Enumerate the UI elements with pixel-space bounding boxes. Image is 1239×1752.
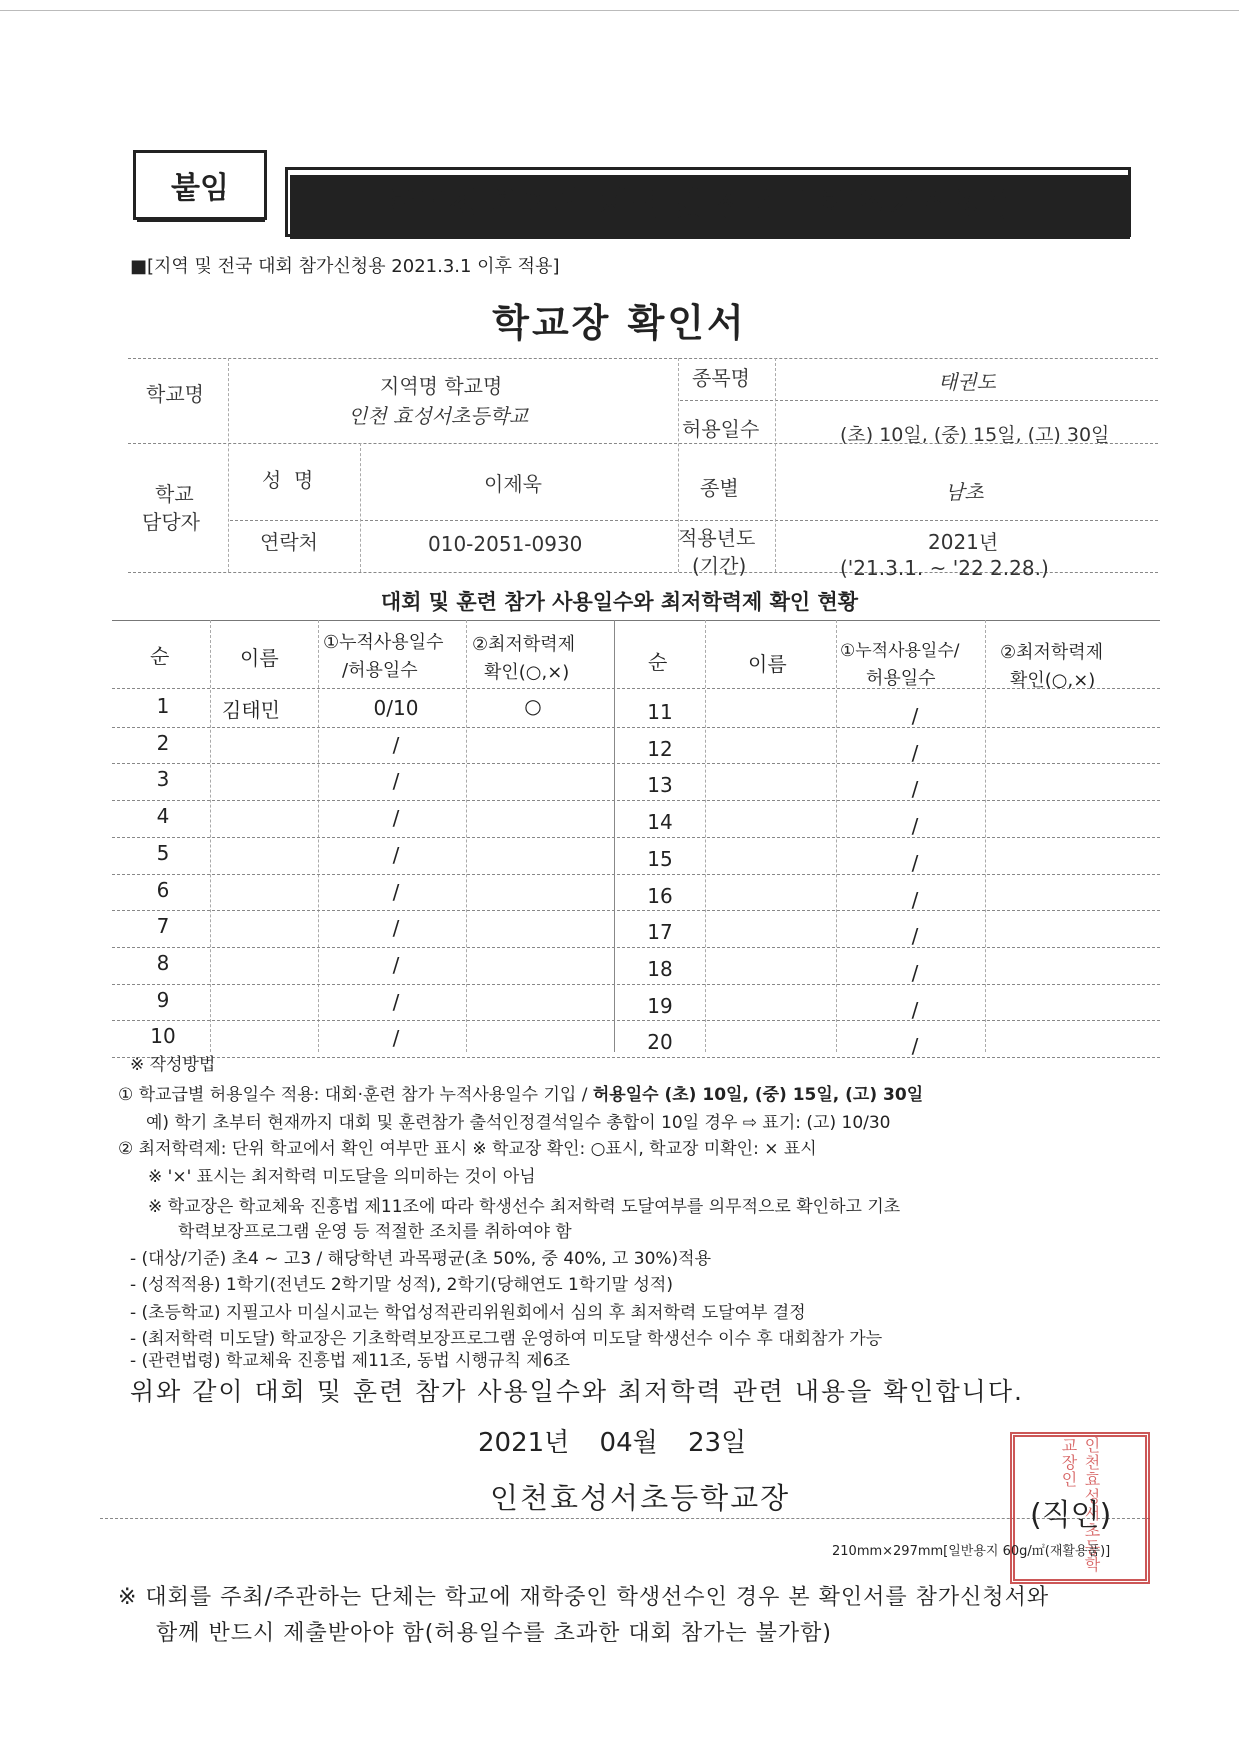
row-no-left: 1	[156, 694, 170, 718]
note-3: ② 최저학력제: 단위 학교에서 확인 여부만 표시 ※ 학교장 확인: ○표시, 학교장 미확인: × 표시	[118, 1139, 817, 1159]
row-days-right: /	[911, 814, 919, 839]
row-days-left: /	[392, 952, 400, 977]
form-title: 학교장 확인서[지역 및 전국 대회 참가신청용]	[285, 167, 1131, 237]
row-no-right: 16	[647, 883, 673, 908]
row-days-right: /	[911, 1034, 919, 1059]
header-no-right: 순	[648, 650, 668, 674]
school-label: 학교명	[146, 382, 204, 406]
note-10: - (최저학력 미도달) 학교장은 기초학력보장프로그램 운영하여 미도달 학생선수 이수 후 대회참가 가능	[130, 1329, 883, 1349]
header-check-right-1: ②최저학력제	[1000, 642, 1104, 663]
name-value: 이제욱	[484, 472, 542, 496]
allowed-value: (초) 10일, (중) 15일, (고) 30일	[840, 424, 1110, 446]
row-no-right: 15	[647, 846, 673, 871]
header-check-left-1: ②최저학력제	[472, 634, 576, 655]
note-1-text: ① 학교급별 허용일수 적용: 대회·훈련 참가 누적사용일수 기입 /	[118, 1085, 588, 1105]
row-divider	[112, 874, 1160, 875]
header-days-left-2: /허용일수	[342, 660, 418, 681]
row-no-right: 19	[647, 993, 673, 1018]
row-days-left: /	[392, 989, 400, 1014]
sport-value: 태권도	[938, 370, 996, 394]
row-divider	[112, 1057, 1160, 1058]
note-11: - (관련법령) 학교체육 진흥법 제11조, 동법 시행규칙 제6조	[130, 1351, 570, 1371]
row-days-left: /	[392, 842, 400, 867]
row-no-left: 9	[156, 987, 170, 1012]
note-2: 예) 학기 초부터 현재까지 대회 및 훈련참가 출석인정결석일수 총합이 10일 경우 ⇨ 표기: (고) 10/30	[146, 1113, 891, 1133]
period-value: ('21.3.1. ~ '22 2.28.)	[840, 556, 1049, 580]
principal-name: 인천효성서초등학교장	[490, 1481, 791, 1515]
table-subtitle: 대회 및 훈련 참가 사용일수와 최저학력제 확인 현황	[380, 590, 859, 614]
row-days-right: /	[911, 960, 919, 985]
top-rule	[0, 10, 1239, 11]
row-no-left: 7	[156, 914, 170, 939]
row-no-left: 5	[156, 840, 170, 865]
allowed-label: 허용일수	[682, 417, 760, 441]
row-no-left: 3	[156, 767, 170, 792]
row-days-left: /	[392, 769, 400, 794]
row-no-right: 11	[647, 700, 673, 724]
row-days-right: /	[911, 740, 919, 765]
attachment-tag: 붙임	[133, 150, 267, 220]
note-6: 학력보장프로그램 운영 등 적절한 조치를 취하여야 함	[178, 1222, 572, 1242]
note-1	[118, 1080, 923, 1105]
manager-label-2: 담당자	[142, 510, 200, 534]
row-days-left: /	[392, 916, 400, 941]
row-days-right: /	[911, 924, 919, 949]
category-label: 종별	[700, 476, 739, 500]
row-no-right: 12	[647, 736, 673, 761]
row-days-right: /	[911, 850, 919, 875]
row-divider	[112, 1020, 1160, 1021]
row-divider	[112, 763, 1160, 764]
stamp-text: 인천효성서초등학교장인	[1059, 1437, 1101, 1573]
row-no-left: 4	[156, 804, 170, 829]
row-divider	[112, 727, 1160, 728]
row-no-right: 14	[647, 810, 673, 835]
category-value: 남초	[945, 480, 984, 504]
header-days-left-1: ①누적사용일수	[323, 632, 444, 653]
note-heading: ※ 작성방법	[130, 1055, 216, 1075]
footer-line-1: ※ 대회를 주최/주관하는 단체는 학교에 재학중인 학생선수인 경우 본 확인서를 참가신청서와	[118, 1585, 1050, 1610]
row-check-left: ○	[524, 694, 542, 718]
contact-label: 연락처	[260, 530, 318, 554]
row-no-right: 20	[647, 1030, 673, 1055]
row-divider	[112, 910, 1160, 911]
row-name-left: 김태민	[222, 698, 280, 722]
row-days-left: /	[392, 879, 400, 904]
row-days-left: 0/10	[373, 696, 419, 720]
confirmation-statement: 위와 같이 대회 및 훈련 참가 사용일수와 최저학력 관련 내용을 확인합니다.	[130, 1377, 1024, 1406]
year-value: 2021년	[928, 530, 999, 554]
header-days-right-1: ①누적사용일수/	[840, 641, 960, 661]
note-8: - (성적적용) 1학기(전년도 2학기말 성적), 2학기(당해연도 1학기말 성적)	[130, 1275, 673, 1295]
header-check-right-2: 확인(○,×)	[1010, 670, 1096, 691]
row-no-right: 17	[647, 920, 673, 945]
footer-line-2: 함께 반드시 제출받아야 함(허용일수를 초과한 대회 참가는 불가함)	[156, 1621, 832, 1646]
row-days-left: /	[392, 1026, 400, 1051]
row-divider	[112, 800, 1160, 801]
header-name-right: 이름	[748, 652, 787, 676]
header-name-left: 이름	[240, 646, 279, 670]
header-days-right-2: 허용일수	[866, 668, 936, 689]
row-divider	[112, 984, 1160, 985]
region-school-label: 지역명 학교명	[380, 374, 503, 398]
row-days-left: /	[392, 806, 400, 831]
note-5: ※ 학교장은 학교체육 진흥법 제11조에 따라 학생선수 최저학력 도달여부를 의무적으로 확인하고 기초	[148, 1197, 901, 1217]
row-days-left: /	[392, 732, 400, 757]
year-label-2: (기간)	[692, 554, 747, 578]
row-no-left: 10	[150, 1024, 176, 1049]
applicability-notice: ■[지역 및 전국 대회 참가신청용 2021.3.1 이후 적용]	[130, 256, 560, 277]
row-no-right: 13	[647, 773, 673, 798]
header-no-left: 순	[150, 644, 170, 668]
issue-date: 2021년 04월 23일	[478, 1428, 747, 1458]
signature-rule	[100, 1518, 1150, 1519]
note-1-bold: 허용일수 (초) 10일, (중) 15일, (고) 30일	[592, 1085, 924, 1105]
header-check-left-2: 확인(○,×)	[484, 662, 570, 683]
name-label: 성 명	[262, 468, 314, 492]
document-title: 학교장 확인서	[492, 301, 747, 345]
row-days-right: /	[911, 887, 919, 912]
row-no-right: 18	[647, 956, 673, 981]
row-divider	[112, 837, 1160, 838]
sport-label: 종목명	[692, 366, 750, 390]
row-divider	[112, 947, 1160, 948]
note-9: - (초등학교) 지필고사 미실시교는 학업성적관리위원회에서 심의 후 최저학력 도달여부 결정	[130, 1303, 806, 1323]
row-days-right: /	[911, 704, 919, 728]
note-4: ※ '×' 표시는 최저학력 미도달을 의미하는 것이 아님	[148, 1167, 536, 1187]
row-no-left: 8	[156, 950, 170, 975]
row-no-left: 6	[156, 877, 170, 902]
paper-spec: 210mm×297mm[일반용지 60g/㎡(재활용품)]	[832, 1544, 1111, 1559]
note-7: - (대상/기준) 초4 ~ 고3 / 해당학년 과목평균(초 50%, 중 40%, 고 30%)적용	[130, 1249, 712, 1269]
row-no-left: 2	[156, 730, 170, 755]
row-days-right: /	[911, 997, 919, 1022]
school-value: 인천 효성서초등학교	[348, 404, 529, 428]
contact-value: 010-2051-0930	[428, 532, 583, 556]
manager-label-1: 학교	[155, 482, 194, 506]
year-label-1: 적용년도	[678, 526, 756, 550]
seal-label: (직인)	[1030, 1498, 1112, 1533]
row-days-right: /	[911, 777, 919, 802]
